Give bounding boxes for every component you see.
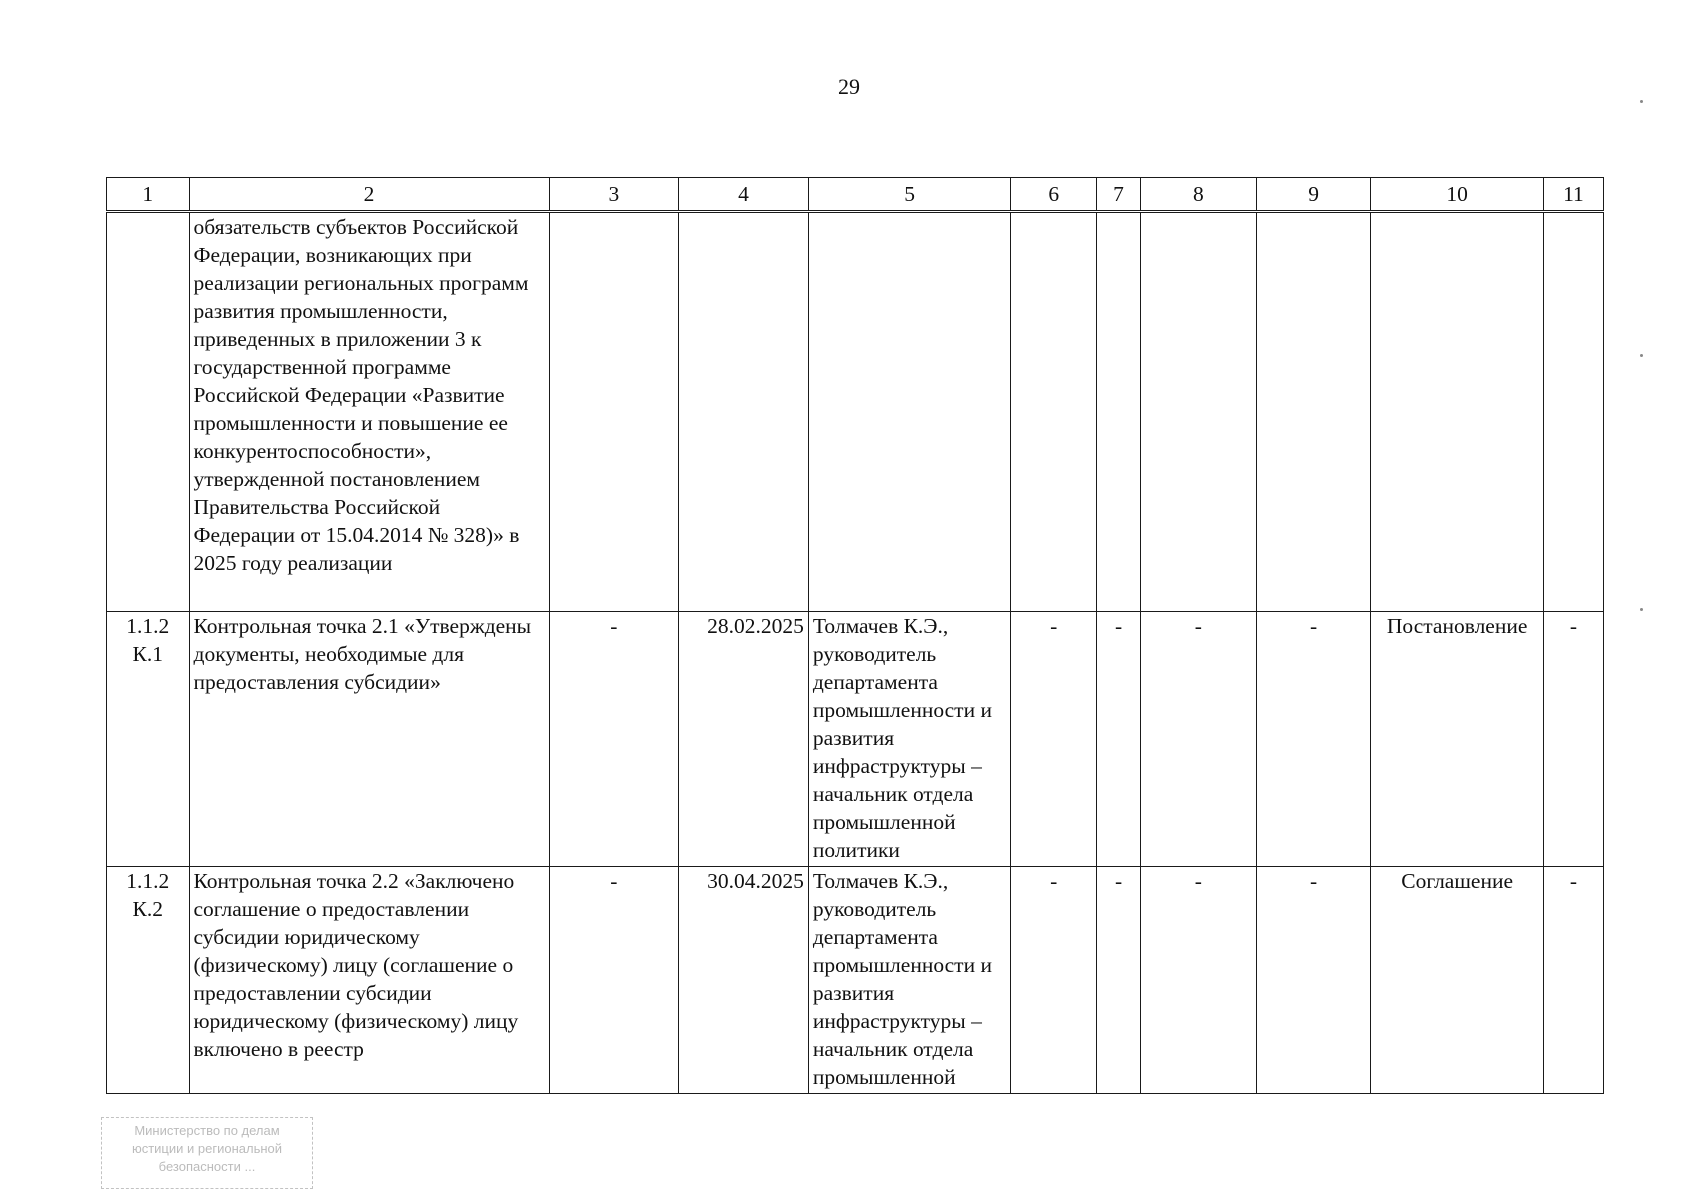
col-header-2: 2: [189, 178, 549, 212]
cell-col7: [1097, 212, 1141, 612]
stamp-line-3: безопасности ...: [158, 1159, 256, 1174]
col-header-8: 8: [1141, 178, 1257, 212]
row-number: 1.1.2 К.1: [107, 612, 190, 867]
page-number: 29: [838, 74, 860, 99]
cell-date: 28.02.2025: [679, 612, 809, 867]
cell-col9: -: [1256, 867, 1371, 1094]
col-header-3: 3: [549, 178, 679, 212]
stamp-line-2: юстиции и региональной: [131, 1141, 283, 1156]
col-header-4: 4: [679, 178, 809, 212]
cell-col8: -: [1141, 612, 1257, 867]
cell-col11: -: [1543, 867, 1603, 1094]
cell-col6: -: [1011, 867, 1097, 1094]
cell-col9: -: [1256, 612, 1371, 867]
cell-col11: -: [1543, 612, 1603, 867]
col-header-6: 6: [1011, 178, 1097, 212]
cell-col8: [1141, 212, 1257, 612]
cell-col3: [549, 212, 679, 612]
cell-col8: -: [1141, 867, 1257, 1094]
cell-responsible: Толмачев К.Э., руководитель департамента промышленности и развития инфраструктуры – начальник отдела промышленной политики: [808, 612, 1011, 867]
cell-responsible: Толмачев К.Э., руководитель департамента промышленности и развития инфраструктуры – начальник отдела промышленной: [808, 867, 1011, 1094]
cell-col7: -: [1097, 867, 1141, 1094]
col-header-7: 7: [1097, 178, 1141, 212]
event-description: Контрольная точка 2.1 «Утверждены документы, необходимые для предоставления субсидии»: [189, 612, 549, 867]
cell-col7: -: [1097, 612, 1141, 867]
stamp-line-1: Министерство по делам: [134, 1123, 280, 1138]
col-header-11: 11: [1543, 178, 1603, 212]
header-row: [107, 178, 1604, 212]
plan-table: [106, 177, 1604, 1094]
cell-col6: [1011, 212, 1097, 612]
registration-stamp: [101, 1117, 313, 1189]
table-row: [107, 612, 1604, 867]
col-header-5: 5: [808, 178, 1011, 212]
cell-document: Постановление: [1371, 612, 1544, 867]
table-row: [107, 212, 1604, 612]
scan-dot: [1640, 100, 1643, 103]
cell-document: Соглашение: [1371, 867, 1544, 1094]
table-row: [107, 867, 1604, 1094]
col-header-1: 1: [107, 178, 190, 212]
cell-responsible: [808, 212, 1011, 612]
cell-date: [679, 212, 809, 612]
col-header-9: 9: [1256, 178, 1371, 212]
event-description: Контрольная точка 2.2 «Заключено соглашение о предоставлении субсидии юридическому (физическому) лицу (соглашение о предоставлении субсидии юридическому (физическому) лицу включено в реестр: [189, 867, 549, 1094]
cell-col9: [1256, 212, 1371, 612]
scan-dot: [1640, 354, 1643, 357]
col-header-10: 10: [1371, 178, 1544, 212]
cell-col11: [1543, 212, 1603, 612]
cell-document: [1371, 212, 1544, 612]
cell-col6: -: [1011, 612, 1097, 867]
event-description: обязательств субъектов Российской Федерации, возникающих при реализации региональных программ развития промышленности, приведенных в приложении 3 к государственной программе Российской Федерации «Развитие промышленности и повышение ее конкурентоспособности», утвержденной постановлением Правительства Российской Федерации от 15.04.2014 № 328)» в 2025 году реализации: [189, 212, 549, 612]
row-number: 1.1.2 К.2: [107, 867, 190, 1094]
cell-col3: -: [549, 867, 679, 1094]
cell-date: 30.04.2025: [679, 867, 809, 1094]
scan-dot: [1640, 608, 1643, 611]
cell-col3: -: [549, 612, 679, 867]
row-number: [107, 212, 190, 612]
